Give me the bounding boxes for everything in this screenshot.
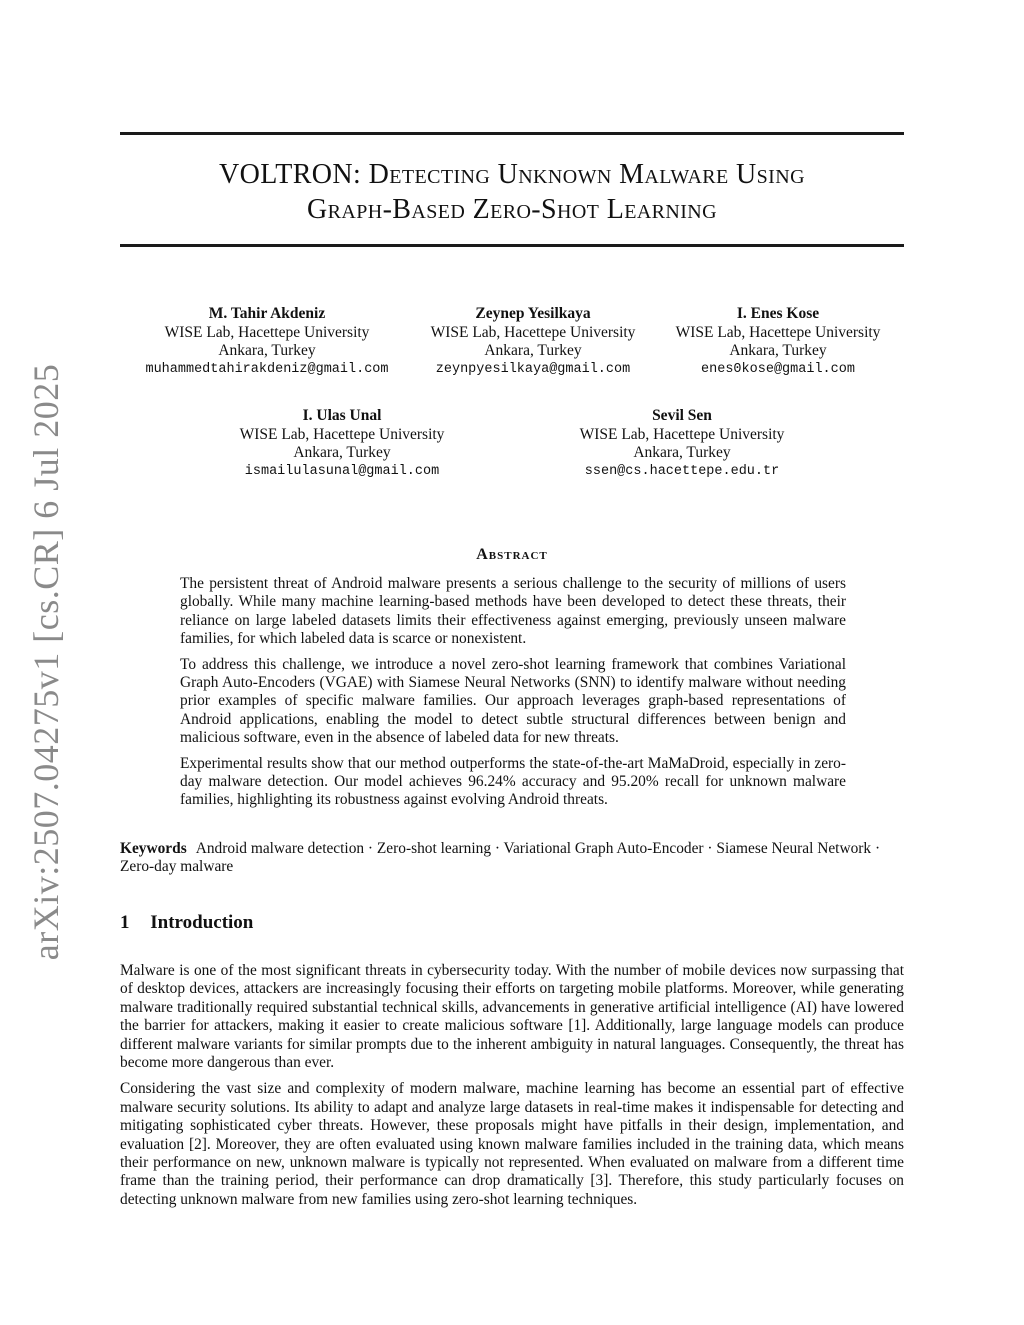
author-location: Ankara, Turkey (218, 342, 316, 359)
author-location: Ankara, Turkey (293, 444, 391, 461)
author-location: Ankara, Turkey (633, 444, 731, 461)
author-affiliation: WISE Lab, Hacettepe University (430, 323, 636, 341)
author-affiliation: WISE Lab, Hacettepe University (579, 425, 785, 443)
author-location: Ankara, Turkey (729, 342, 827, 359)
author-name: I. Enes Kose (736, 305, 820, 322)
abstract-heading: Abstract (476, 546, 548, 563)
section-number: 1 (120, 912, 130, 933)
author-affiliation: WISE Lab, Hacettepe University (164, 323, 370, 341)
title-top-rule (120, 132, 904, 135)
title-bottom-rule (120, 244, 904, 247)
author-block (130, 305, 404, 379)
author-name: Sevil Sen (652, 407, 712, 424)
author-email[interactable]: muhammedtahirakdeniz@gmail.com (145, 361, 389, 377)
keywords-label: Keywords (120, 840, 187, 857)
arxiv-watermark (18, 363, 74, 961)
section-body (120, 962, 904, 1217)
author-name: Zeynep Yesilkaya (475, 305, 591, 322)
author-block (562, 407, 802, 481)
section-heading (120, 912, 253, 934)
author-affiliation: WISE Lab, Hacettepe University (239, 425, 445, 443)
body-paragraph: Considering the vast size and complexity of modern malware, machine learning has become an essential part of effective malware security solutions. Its ability to adapt and analyze large datasets in real-time makes it indispensable for detecting and mitigating sophisticated cyber threats. However, these proposals might have pitfalls in their design, implementation, and evaluation [2]. Moreover, they are often evaluated using known malware families included in the training data, which means their performance on new, unknown malware is typically not represented. When evaluated on malware from a different time frame than the training period, their performance can drop dramatically [3]. Therefore, this study particularly focuses on detecting unknown malware from new families using zero-shot learning techniques. (120, 1080, 904, 1208)
abstract-paragraph: To address this challenge, we introduce a novel zero-shot learning framework that combines Variational Graph Auto-Encoders (VGAE) with Siamese Neural Networks (SNN) to identify malware without needing prior examples of specific malware families. Our approach leverages graph-based representations of Android applications, enabling the model to detect subtle structural differences between benign and malicious software, even in the absence of labeled data for new threats. (180, 655, 846, 747)
author-location: Ankara, Turkey (484, 342, 582, 359)
author-email[interactable]: enes0kose@gmail.com (701, 361, 855, 377)
abstract-paragraph: Experimental results show that our method outperforms the state-of-the-art MaMaDroid, especially in zero-day malware detection. Our model achieves 96.24% accuracy and 95.20% recall for unknown malware families, highlighting its robustness against evolving Android threats. (180, 754, 846, 809)
abstract-paragraph: The persistent threat of Android malware presents a serious challenge to the security of millions of users globally. While many machine learning-based methods have been developed to detect these threats, their reliance on large labeled datasets limits their effectiveness against emerging, previously unseen malware families, for which labeled data is scarce or nonexistent. (180, 575, 846, 648)
author-affiliation: WISE Lab, Hacettepe University (675, 323, 881, 341)
title-line-2: Graph-Based Zero-Shot Learning (307, 194, 717, 225)
title-line-1: VOLTRON: Detecting Unknown Malware Using (219, 159, 805, 190)
author-block (222, 407, 462, 481)
author-block (663, 305, 893, 379)
paper-title (120, 157, 904, 227)
keywords-list: Android malware detection · Zero-shot learning · Variational Graph Auto-Encoder · Siamese Neural Network · Zero-day malware (120, 840, 881, 876)
author-email[interactable]: ismailulasunal@gmail.com (244, 463, 440, 479)
body-paragraph: Malware is one of the most significant threats in cybersecurity today. With the number of mobile devices now surpassing that of desktop devices, attackers are increasingly focusing their efforts on targeting mobile platforms. Moreover, while generating malware traditionally required substantial technical skills, advancements in generative artificial intelligence (AI) have lowered the barrier for attackers, making it easier to create malicious software [1]. Additionally, large language models can produce different malware variants for similar prompts due to the inherent ambiguity in natural languages. Consequently, the threat has become more dangerous than ever. (120, 962, 904, 1072)
author-name: I. Ulas Unal (302, 407, 382, 424)
keywords (120, 840, 904, 877)
author-name: M. Tahir Akdeniz (208, 305, 326, 322)
abstract-body (180, 575, 846, 817)
arxiv-identifier: arXiv:2507.04275v1 [cs.CR] 6 Jul 2025 (26, 363, 66, 961)
section-title: Introduction (150, 912, 254, 933)
author-email[interactable]: zeynpyesilkaya@gmail.com (435, 361, 631, 377)
author-email[interactable]: ssen@cs.hacettepe.edu.tr (584, 463, 780, 479)
author-block (413, 305, 653, 379)
